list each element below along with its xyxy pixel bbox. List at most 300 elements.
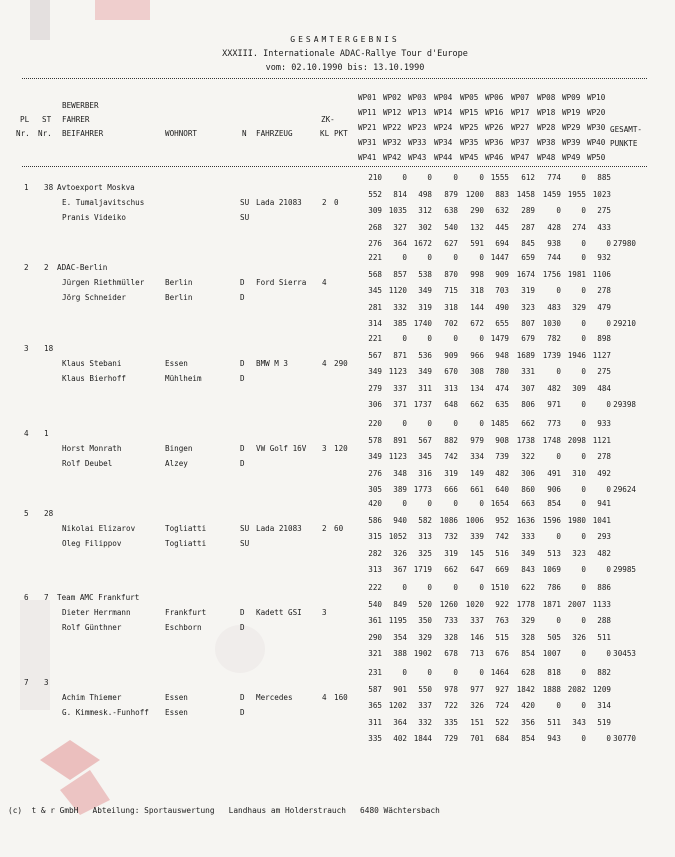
stage-points: 0 bbox=[453, 253, 458, 262]
stage-points: 305 bbox=[368, 485, 382, 494]
wp-header-label: WP26 bbox=[485, 123, 504, 132]
stage-points: 306 bbox=[521, 468, 535, 478]
stage-points: 385 bbox=[393, 319, 407, 328]
start-number: 1 bbox=[44, 429, 49, 438]
wp-header-label: WP27 bbox=[511, 123, 530, 132]
stage-points: 1120 bbox=[388, 286, 407, 295]
stage-points: 742 bbox=[444, 452, 458, 461]
stage-points: 786 bbox=[547, 583, 561, 592]
stage-points: 1946 bbox=[567, 350, 586, 360]
stage-points: 354 bbox=[393, 632, 407, 642]
driver-nationality: D bbox=[240, 359, 245, 368]
stage-points: 339 bbox=[470, 532, 484, 541]
stage-points: 1485 bbox=[490, 419, 509, 428]
stage-points: 938 bbox=[547, 239, 561, 248]
wp-header-label: WP06 bbox=[485, 93, 504, 102]
stage-points: 1030 bbox=[542, 319, 561, 328]
wp-header-label: WP16 bbox=[485, 108, 504, 117]
wp-header-label: WP18 bbox=[537, 108, 556, 117]
stage-points: 1719 bbox=[413, 565, 432, 574]
stage-points: 482 bbox=[547, 383, 561, 393]
codriver-hometown: Mühlheim bbox=[165, 374, 202, 383]
document-header bbox=[180, 33, 510, 75]
stage-points: 134 bbox=[470, 383, 484, 393]
stage-points: 0 bbox=[606, 400, 611, 409]
header-st: ST bbox=[42, 115, 52, 124]
stage-points: 482 bbox=[597, 548, 611, 558]
header-nr: Nr. bbox=[16, 129, 30, 138]
stage-points: 402 bbox=[393, 734, 407, 743]
stage-points: 0 bbox=[402, 419, 407, 428]
stage-points: 1844 bbox=[413, 734, 432, 743]
stage-points: 635 bbox=[495, 400, 509, 409]
stage-points: 310 bbox=[572, 468, 586, 478]
stage-points: 849 bbox=[393, 599, 407, 609]
stage-points: 0 bbox=[581, 452, 586, 461]
stage-points: 567 bbox=[418, 435, 432, 445]
stage-points: 1459 bbox=[542, 189, 561, 199]
codriver-hometown: Alzey bbox=[165, 459, 188, 468]
stage-points: 1052 bbox=[388, 532, 407, 541]
stage-points: 337 bbox=[393, 383, 407, 393]
stage-points: 1133 bbox=[592, 599, 611, 609]
codriver-hometown: Togliatti bbox=[165, 539, 207, 548]
stage-points: 275 bbox=[597, 367, 611, 376]
wp-header-label: WP22 bbox=[383, 123, 402, 132]
header-punkte: PUNKTE bbox=[610, 139, 638, 148]
stage-points: 661 bbox=[470, 485, 484, 494]
stage-points: 782 bbox=[547, 334, 561, 343]
stage-points: 941 bbox=[597, 499, 611, 508]
stage-points: 672 bbox=[470, 319, 484, 328]
stage-points: 1748 bbox=[542, 435, 561, 445]
stage-points: 0 bbox=[427, 499, 432, 508]
stage-points: 722 bbox=[444, 701, 458, 710]
stage-points: 0 bbox=[402, 499, 407, 508]
stage-points: 367 bbox=[393, 565, 407, 574]
stage-points: 222 bbox=[368, 583, 382, 592]
stage-points: 906 bbox=[547, 485, 561, 494]
header-kl: KL bbox=[320, 129, 330, 138]
stage-points: 857 bbox=[393, 269, 407, 279]
wp-header-label: WP09 bbox=[562, 93, 581, 102]
class: 2 bbox=[322, 524, 327, 533]
result-position: 2 bbox=[24, 263, 29, 272]
stage-points: 1127 bbox=[592, 350, 611, 360]
stage-points: 662 bbox=[444, 565, 458, 574]
stage-points: 0 bbox=[427, 173, 432, 182]
wp-header-label: WP47 bbox=[511, 153, 530, 162]
stage-points: 550 bbox=[418, 684, 432, 694]
stage-points: 314 bbox=[368, 319, 382, 328]
result-position: 7 bbox=[24, 678, 29, 687]
driver-nationality: D bbox=[240, 444, 245, 453]
stage-points: 349 bbox=[418, 286, 432, 295]
stage-points: 1888 bbox=[542, 684, 561, 694]
stage-points: 0 bbox=[581, 532, 586, 541]
header-divider-bottom bbox=[22, 166, 647, 167]
stage-points: 365 bbox=[368, 701, 382, 710]
stage-points: 0 bbox=[581, 734, 586, 743]
stage-points: 313 bbox=[418, 532, 432, 541]
stage-points: 311 bbox=[418, 383, 432, 393]
driver-name: Achim Thiemer bbox=[62, 693, 122, 702]
stage-points: 1654 bbox=[490, 499, 509, 508]
stage-points: 388 bbox=[393, 649, 407, 658]
stage-points: 278 bbox=[597, 286, 611, 295]
stage-points: 445 bbox=[495, 222, 509, 232]
stage-points: 0 bbox=[453, 334, 458, 343]
stage-points: 1195 bbox=[388, 616, 407, 625]
stage-points: 0 bbox=[556, 367, 561, 376]
stage-points: 145 bbox=[470, 548, 484, 558]
stage-points: 0 bbox=[581, 400, 586, 409]
stage-points: 622 bbox=[521, 583, 535, 592]
stage-points: 290 bbox=[470, 206, 484, 215]
class: 4 bbox=[322, 359, 327, 368]
stage-points: 0 bbox=[581, 334, 586, 343]
stage-points: 898 bbox=[597, 334, 611, 343]
codriver-nationality: D bbox=[240, 708, 245, 717]
stage-points: 1106 bbox=[592, 269, 611, 279]
stage-points: 909 bbox=[495, 269, 509, 279]
stage-points: 293 bbox=[597, 532, 611, 541]
stage-points: 0 bbox=[581, 319, 586, 328]
stage-points: 940 bbox=[393, 515, 407, 525]
stage-points: 538 bbox=[418, 269, 432, 279]
stage-points: 319 bbox=[444, 548, 458, 558]
stage-points: 536 bbox=[418, 350, 432, 360]
start-number: 7 bbox=[44, 593, 49, 602]
stage-points: 724 bbox=[495, 701, 509, 710]
stage-points: 349 bbox=[368, 452, 382, 461]
stage-points: 663 bbox=[521, 499, 535, 508]
stage-points: 638 bbox=[444, 206, 458, 215]
stage-points: 335 bbox=[444, 717, 458, 727]
stage-points: 871 bbox=[393, 350, 407, 360]
stage-points: 0 bbox=[453, 583, 458, 592]
stage-points: 1209 bbox=[592, 684, 611, 694]
stage-points: 0 bbox=[479, 253, 484, 262]
stage-points: 0 bbox=[479, 173, 484, 182]
wp-header-label: WP25 bbox=[460, 123, 479, 132]
wp-header-label: WP46 bbox=[485, 153, 504, 162]
stage-points: 0 bbox=[581, 206, 586, 215]
stage-points: 1778 bbox=[516, 599, 535, 609]
stage-points: 1842 bbox=[516, 684, 535, 694]
wp-header-label: WP44 bbox=[434, 153, 453, 162]
stage-points: 332 bbox=[393, 302, 407, 312]
stage-points: 676 bbox=[495, 649, 509, 658]
wp-header-label: WP33 bbox=[408, 138, 427, 147]
total-points: 30770 bbox=[613, 734, 636, 743]
wp-header-label: WP08 bbox=[537, 93, 556, 102]
wp-header-label: WP29 bbox=[562, 123, 581, 132]
stage-points: 428 bbox=[547, 222, 561, 232]
stage-points: 998 bbox=[470, 269, 484, 279]
stage-points: 1035 bbox=[388, 206, 407, 215]
stage-points: 350 bbox=[418, 616, 432, 625]
stage-points: 482 bbox=[495, 468, 509, 478]
wp-header-label: WP31 bbox=[358, 138, 377, 147]
stage-points: 0 bbox=[581, 499, 586, 508]
wp-header-label: WP43 bbox=[408, 153, 427, 162]
stage-points: 922 bbox=[495, 599, 509, 609]
stage-points: 505 bbox=[547, 632, 561, 642]
stage-points: 279 bbox=[368, 383, 382, 393]
start-number: 38 bbox=[44, 183, 54, 192]
stage-points: 433 bbox=[597, 222, 611, 232]
stage-points: 332 bbox=[418, 717, 432, 727]
stage-points: 474 bbox=[495, 383, 509, 393]
stage-points: 0 bbox=[581, 668, 586, 677]
wp-header-label: WP41 bbox=[358, 153, 377, 162]
codriver-name: Jörg Schneider bbox=[62, 293, 127, 302]
stage-points: 1902 bbox=[413, 649, 432, 658]
entrant-name: Avtoexport Moskva bbox=[57, 183, 135, 192]
codriver-nationality: D bbox=[240, 374, 245, 383]
stage-points: 281 bbox=[368, 302, 382, 312]
stage-points: 307 bbox=[521, 383, 535, 393]
stage-points: 0 bbox=[556, 286, 561, 295]
stage-points: 1447 bbox=[490, 253, 509, 262]
stage-points: 713 bbox=[470, 649, 484, 658]
stage-points: 364 bbox=[393, 717, 407, 727]
stage-points: 316 bbox=[418, 468, 432, 478]
stage-points: 1636 bbox=[516, 515, 535, 525]
wp-header-label: WP37 bbox=[511, 138, 530, 147]
header-pl: PL bbox=[20, 115, 30, 124]
wp-header-label: WP04 bbox=[434, 93, 453, 102]
driver-hometown: Berlin bbox=[165, 278, 193, 287]
stage-points: 1023 bbox=[592, 189, 611, 199]
wp-header-label: WP17 bbox=[511, 108, 530, 117]
stage-points: 323 bbox=[521, 302, 535, 312]
stage-points: 1121 bbox=[592, 435, 611, 445]
time-control-points: 60 bbox=[334, 524, 344, 533]
wp-header-label: WP23 bbox=[408, 123, 427, 132]
stage-points: 337 bbox=[470, 616, 484, 625]
stage-points: 703 bbox=[495, 286, 509, 295]
stage-points: 933 bbox=[597, 419, 611, 428]
stage-points: 701 bbox=[470, 734, 484, 743]
stage-points: 268 bbox=[368, 222, 382, 232]
stage-points: 420 bbox=[368, 499, 382, 508]
stage-points: 349 bbox=[521, 548, 535, 558]
wp-header-label: WP12 bbox=[383, 108, 402, 117]
time-control-points: 120 bbox=[334, 444, 348, 453]
wp-header-label: WP45 bbox=[460, 153, 479, 162]
stage-points: 612 bbox=[521, 173, 535, 182]
document-title: GESAMTERGEBNIS bbox=[290, 35, 400, 44]
stage-points: 669 bbox=[495, 565, 509, 574]
class: 2 bbox=[322, 198, 327, 207]
stage-points: 733 bbox=[444, 616, 458, 625]
stage-points: 0 bbox=[479, 419, 484, 428]
result-position: 3 bbox=[24, 344, 29, 353]
stage-points: 1981 bbox=[567, 269, 586, 279]
codriver-nationality: D bbox=[240, 459, 245, 468]
stage-points: 0 bbox=[402, 668, 407, 677]
stage-points: 1555 bbox=[490, 173, 509, 182]
stage-points: 371 bbox=[393, 400, 407, 409]
stage-points: 0 bbox=[581, 616, 586, 625]
wp-header-label: WP03 bbox=[408, 93, 427, 102]
stage-points: 932 bbox=[597, 253, 611, 262]
stage-points: 210 bbox=[368, 173, 382, 182]
wp-header-label: WP39 bbox=[562, 138, 581, 147]
stage-points: 335 bbox=[368, 734, 382, 743]
header-nr2: Nr. bbox=[38, 129, 52, 138]
stage-points: 715 bbox=[444, 286, 458, 295]
stage-points: 870 bbox=[444, 269, 458, 279]
stage-points: 0 bbox=[556, 452, 561, 461]
wp-header-label: WP05 bbox=[460, 93, 479, 102]
stage-points: 883 bbox=[495, 189, 509, 199]
codriver-hometown: Eschborn bbox=[165, 623, 202, 632]
stage-points: 1980 bbox=[567, 515, 586, 525]
stage-points: 0 bbox=[427, 419, 432, 428]
result-position: 5 bbox=[24, 509, 29, 518]
time-control-points: 0 bbox=[334, 198, 339, 207]
stage-points: 0 bbox=[453, 668, 458, 677]
stage-points: 780 bbox=[495, 367, 509, 376]
stage-points: 1069 bbox=[542, 565, 561, 574]
stage-points: 319 bbox=[444, 468, 458, 478]
codriver-name: G. Kimmesk.-Funhoff bbox=[62, 708, 149, 717]
stage-points: 909 bbox=[444, 350, 458, 360]
wp-header-label: WP40 bbox=[587, 138, 606, 147]
stage-points: 1464 bbox=[490, 668, 509, 677]
stage-points: 854 bbox=[521, 734, 535, 743]
stage-points: 0 bbox=[556, 701, 561, 710]
stage-points: 302 bbox=[418, 222, 432, 232]
codriver-name: Oleg Filippov bbox=[62, 539, 122, 548]
stage-points: 882 bbox=[444, 435, 458, 445]
wp-header-label: WP38 bbox=[537, 138, 556, 147]
stage-points: 1479 bbox=[490, 334, 509, 343]
stage-points: 0 bbox=[606, 319, 611, 328]
stage-points: 315 bbox=[368, 532, 382, 541]
driver-name: Jürgen Riethmüller bbox=[62, 278, 145, 287]
time-control-points: 290 bbox=[334, 359, 348, 368]
stage-points: 1006 bbox=[465, 515, 484, 525]
stage-points: 732 bbox=[444, 532, 458, 541]
stage-points: 628 bbox=[521, 668, 535, 677]
stage-points: 329 bbox=[418, 632, 432, 642]
codriver-name: Klaus Bierhoff bbox=[62, 374, 127, 383]
stage-points: 1260 bbox=[439, 599, 458, 609]
stage-points: 516 bbox=[495, 548, 509, 558]
stage-points: 0 bbox=[556, 206, 561, 215]
stage-points: 313 bbox=[444, 383, 458, 393]
wp-header-label: WP32 bbox=[383, 138, 402, 147]
stage-points: 627 bbox=[444, 239, 458, 248]
vehicle: Lada 21083 bbox=[256, 524, 302, 533]
stage-points: 0 bbox=[581, 367, 586, 376]
stage-points: 0 bbox=[402, 583, 407, 592]
stage-points: 0 bbox=[606, 239, 611, 248]
vehicle: BMW M 3 bbox=[256, 359, 289, 368]
stage-points: 1689 bbox=[516, 350, 535, 360]
stage-points: 309 bbox=[368, 206, 382, 215]
stage-points: 287 bbox=[521, 222, 535, 232]
stage-points: 2098 bbox=[567, 435, 586, 445]
wp-header-label: WP48 bbox=[537, 153, 556, 162]
stage-points: 479 bbox=[597, 302, 611, 312]
header-fahrzeug: FAHRZEUG bbox=[256, 129, 293, 138]
total-points: 29210 bbox=[613, 319, 636, 328]
stage-points: 151 bbox=[470, 717, 484, 727]
stage-points: 666 bbox=[444, 485, 458, 494]
stage-points: 971 bbox=[547, 400, 561, 409]
stage-points: 511 bbox=[597, 632, 611, 642]
stage-points: 337 bbox=[418, 701, 432, 710]
stage-points: 0 bbox=[427, 668, 432, 677]
stage-points: 702 bbox=[444, 319, 458, 328]
stage-points: 326 bbox=[572, 632, 586, 642]
stage-points: 290 bbox=[368, 632, 382, 642]
wp-header-label: WP10 bbox=[587, 93, 606, 102]
stage-points: 977 bbox=[470, 684, 484, 694]
header-divider-top bbox=[22, 78, 647, 79]
stage-points: 632 bbox=[495, 206, 509, 215]
header-wohnort: WOHNORT bbox=[165, 129, 198, 138]
stage-points: 952 bbox=[495, 515, 509, 525]
wp-header-label: WP02 bbox=[383, 93, 402, 102]
stage-points: 321 bbox=[368, 649, 382, 658]
driver-name: Nikolai Elizarov bbox=[62, 524, 136, 533]
stage-points: 2082 bbox=[567, 684, 586, 694]
vehicle: Lada 21083 bbox=[256, 198, 302, 207]
stage-points: 0 bbox=[606, 734, 611, 743]
time-control-points: 160 bbox=[334, 693, 348, 702]
stage-points: 348 bbox=[393, 468, 407, 478]
stage-points: 0 bbox=[581, 419, 586, 428]
stage-points: 1756 bbox=[542, 269, 561, 279]
stage-points: 221 bbox=[368, 334, 382, 343]
stage-points: 319 bbox=[418, 302, 432, 312]
codriver-name: Pranis Videiko bbox=[62, 213, 127, 222]
stage-points: 763 bbox=[495, 616, 509, 625]
driver-nationality: D bbox=[240, 278, 245, 287]
stage-points: 0 bbox=[606, 485, 611, 494]
stage-points: 0 bbox=[427, 253, 432, 262]
entrant-name: Team AMC Frankfurt bbox=[57, 593, 140, 602]
stage-points: 0 bbox=[581, 286, 586, 295]
header-n: N bbox=[242, 129, 247, 138]
stage-points: 901 bbox=[393, 684, 407, 694]
stage-points: 314 bbox=[597, 701, 611, 710]
stage-points: 515 bbox=[495, 632, 509, 642]
stage-points: 220 bbox=[368, 419, 382, 428]
stage-points: 1458 bbox=[516, 189, 535, 199]
stage-points: 818 bbox=[547, 668, 561, 677]
stage-points: 0 bbox=[479, 583, 484, 592]
stage-points: 879 bbox=[444, 189, 458, 199]
driver-nationality: D bbox=[240, 608, 245, 617]
stage-points: 0 bbox=[402, 173, 407, 182]
stage-points: 806 bbox=[521, 400, 535, 409]
stage-points: 0 bbox=[479, 499, 484, 508]
stage-points: 149 bbox=[470, 468, 484, 478]
total-points: 29398 bbox=[613, 400, 636, 409]
stage-points: 1510 bbox=[490, 583, 509, 592]
stage-points: 490 bbox=[495, 302, 509, 312]
stage-points: 492 bbox=[597, 468, 611, 478]
stage-points: 329 bbox=[521, 616, 535, 625]
stage-points: 318 bbox=[444, 302, 458, 312]
